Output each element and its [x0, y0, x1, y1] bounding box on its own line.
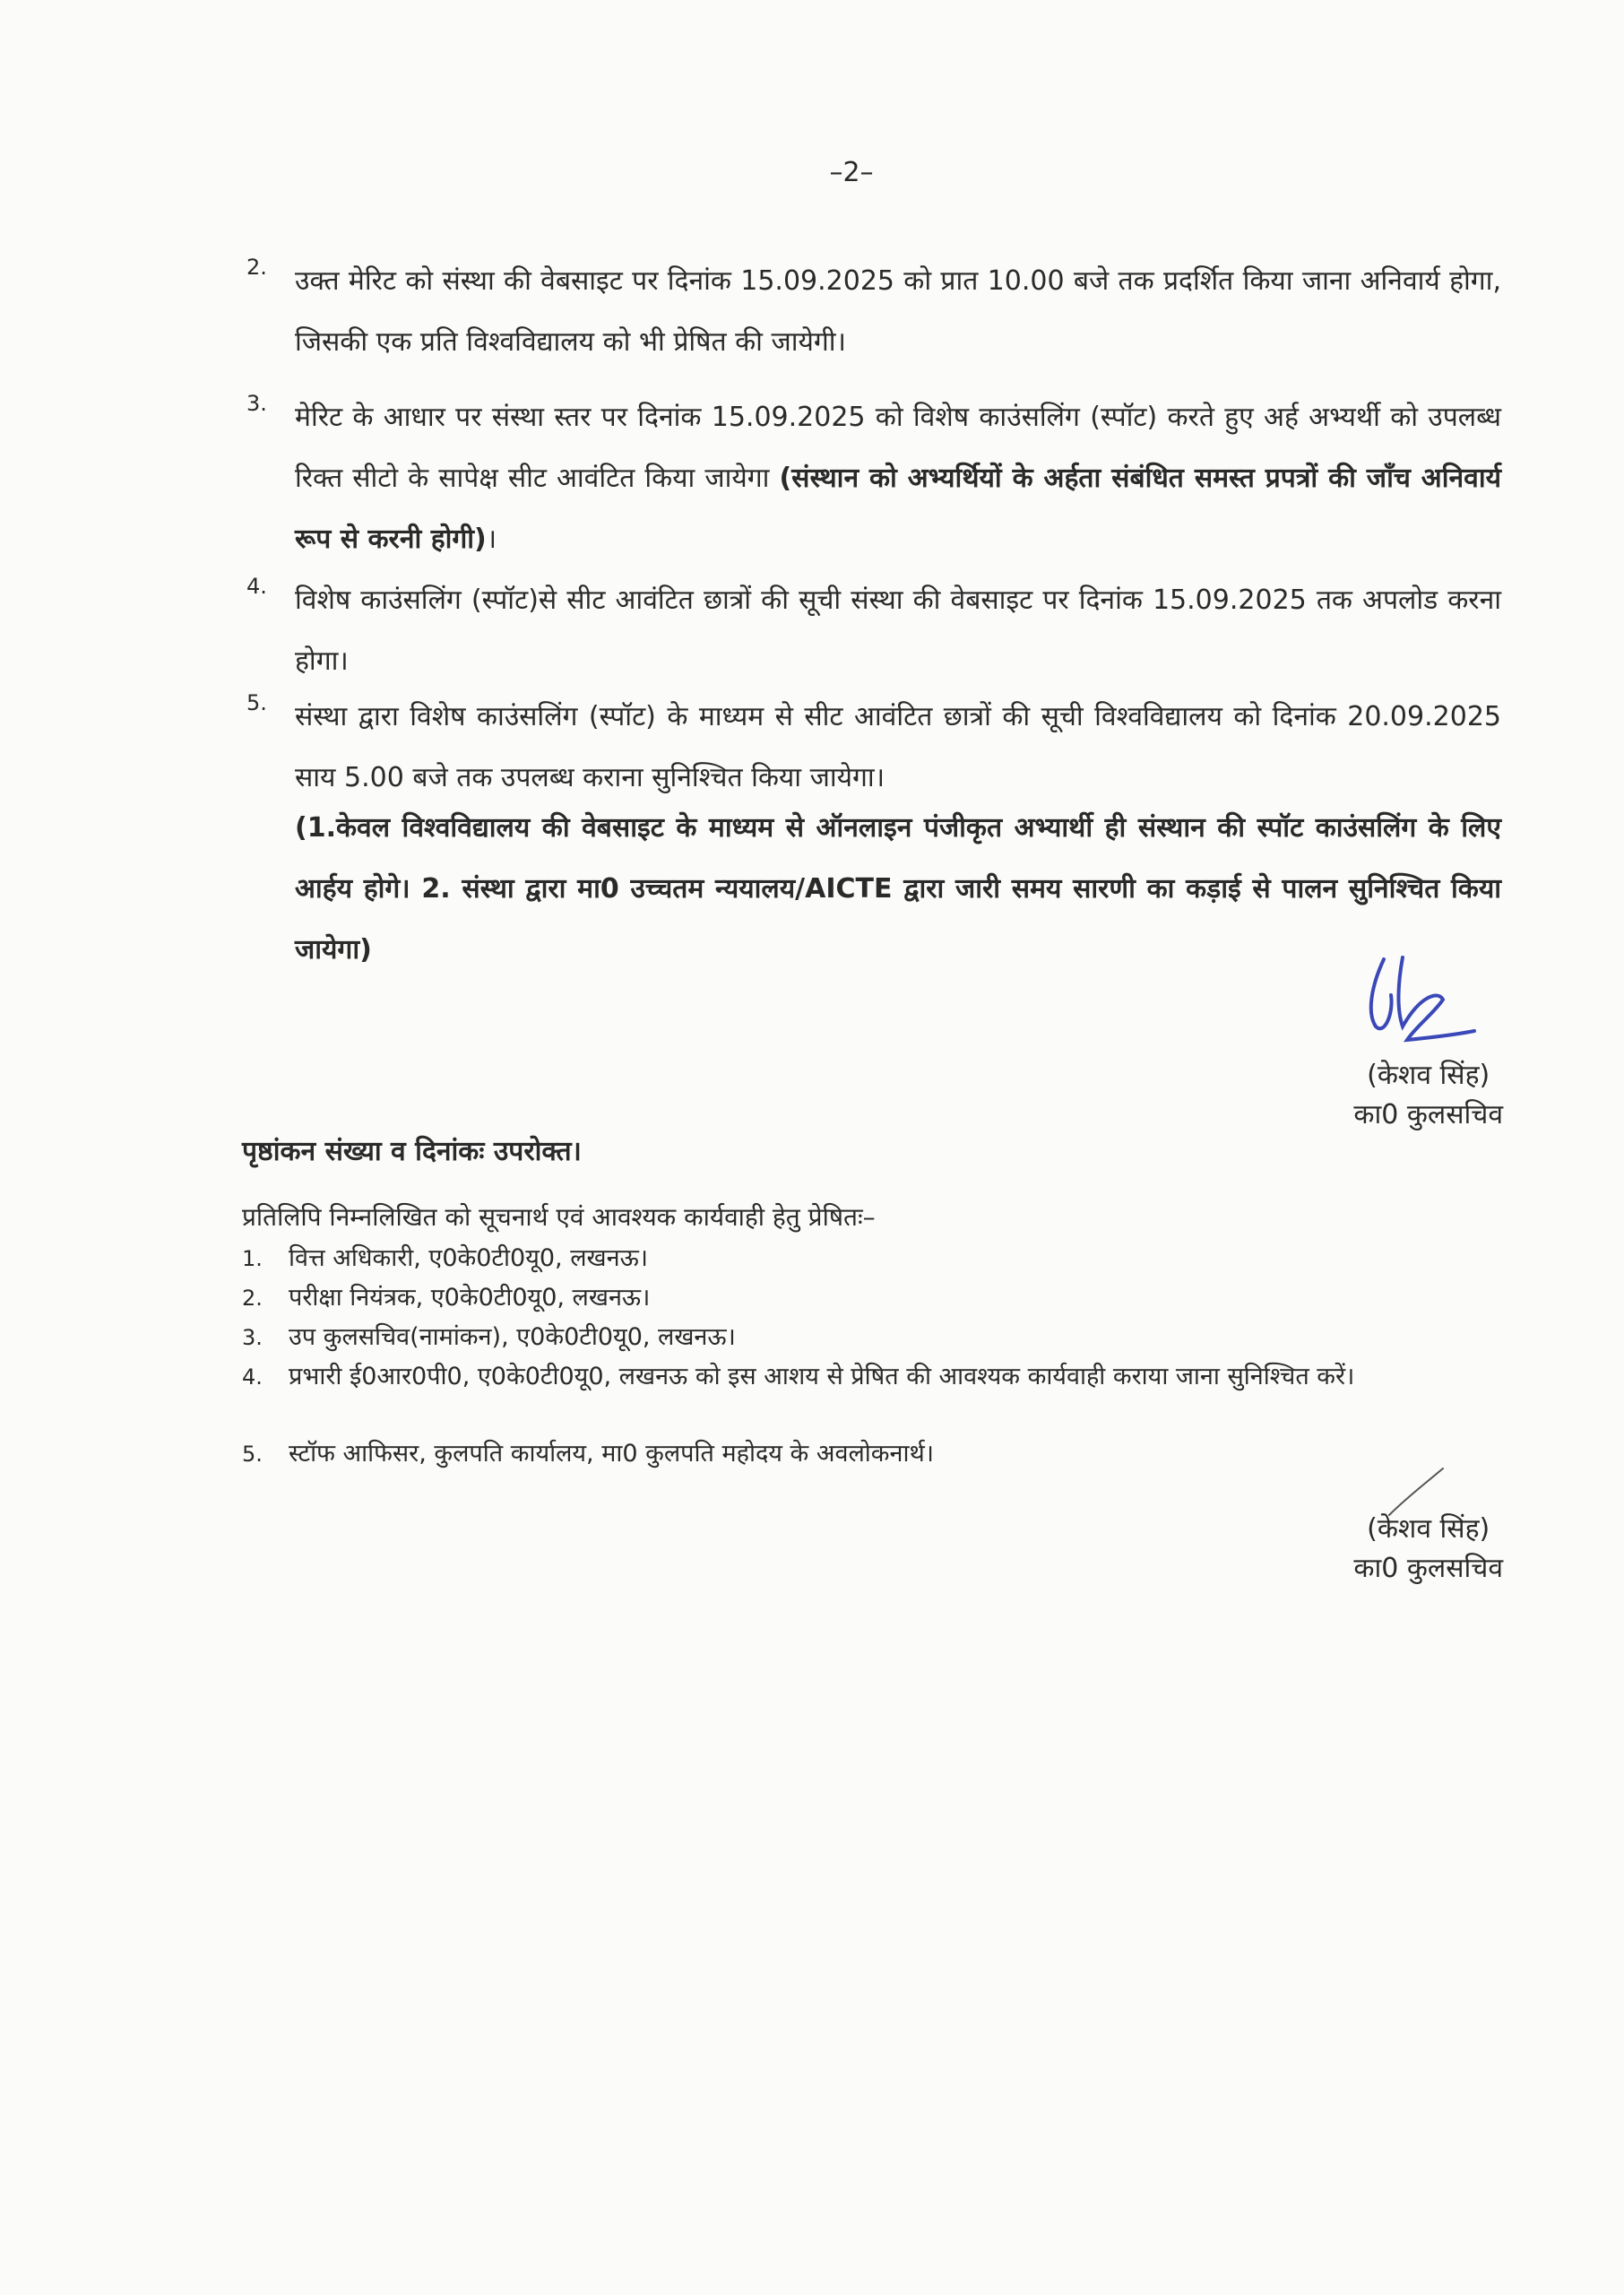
- bold-instruction: (संस्थान को अभ्यर्थियों के अर्हता संबंधित समस्त प्रपत्रों की जाँच अनिवार्य रूप से करनी होगी): [295, 463, 1501, 555]
- signature-image: [1353, 941, 1488, 1058]
- copy-item: 4. प्रभारी ई0आर0पी0, ए0के0टी0यू0, लखनऊ को इस आशय से प्रेषित की आवश्यक कार्यवाही कराया जाना सुनिश्चित करें।: [242, 1363, 1355, 1390]
- item-text: विशेष काउंसलिंग (स्पॉट)से सीट आवंटित छात्रों की सूची संस्था की वेबसाइट पर दिनांक 15.09.2025 तक अपलोड करना होगा।: [295, 585, 1501, 677]
- item-text: मेरिट के आधार पर संस्था स्तर पर दिनांक 15.09.2025 को विशेष काउंसलिंग (स्पॉट) करते हुए अर्ह अभ्यर्थी को उपलब्ध रिक्त सीटो के सापेक्ष सीट आवंटित किया जायेगा (संस्थान को अभ्यर्थियों के अर्हता संबंधित समस्त प्रपत्रों की जाँच अनिवार्य रूप से करनी होगी)।: [295, 402, 1501, 555]
- page-number: –2–: [829, 157, 874, 188]
- bold-note: (1.केवल विश्वविद्यालय की वेबसाइट के माध्यम से ऑनलाइन पंजीकृत अभ्यार्थी ही संस्थान की स्पॉट काउंसलिंग के लिए आर्हय होगे। 2. संस्था द्वारा मा0 उच्चतम न्ययालय/AICTE द्वारा जारी समय सारणी का कड़ाई से पालन सुनिश्चित किया जायेगा): [295, 812, 1501, 966]
- item-text: संस्था द्वारा विशेष काउंसलिंग (स्पॉट) के माध्यम से सीट आवंटित छात्रों की सूची विश्वविद्यालय को दिनांक 20.09.2025 साय 5.00 बजे तक उपलब्ध कराना सुनिश्चित किया जायेगा।: [295, 701, 1501, 793]
- signatory-name: (केशव सिंह): [1367, 1513, 1490, 1545]
- copy-header: प्रतिलिपि निम्नलिखित को सूचनार्थ एवं आवश्यक कार्यवाही हेतु प्रेषितः–: [242, 1202, 876, 1232]
- signature-block: [1353, 1510, 1503, 1589]
- item-number: 3.: [246, 391, 267, 416]
- signatory-name: (केशव सिंह): [1367, 1060, 1490, 1091]
- copy-item: 3. उप कुलसचिव(नामांकन), ए0के0टी0यू0, लखनऊ।: [242, 1323, 736, 1351]
- copy-item: 5. स्टॉफ आफिसर, कुलपति कार्यालय, मा0 कुलपति महोदय के अवलोकनार्थ।: [242, 1440, 934, 1468]
- item-number: 2.: [246, 255, 267, 280]
- list-item: [246, 387, 1501, 570]
- list-item: [246, 251, 1501, 373]
- item-text: उक्त मेरिट को संस्था की वेबसाइट पर दिनांक 15.09.2025 को प्रात 10.00 बजे तक प्रदर्शित किया जाना अनिवार्य होगा, जिसकी एक प्रति विश्वविद्यालय को भी प्रेषित की जायेगी।: [295, 265, 1501, 358]
- endorsement-line: पृष्ठांकन संख्या व दिनांकः उपरोक्त।: [242, 1136, 582, 1167]
- signature-block: [1353, 1056, 1503, 1135]
- signatory-designation: का0 कुलसचिव: [1353, 1553, 1503, 1584]
- item-number: 5.: [246, 690, 267, 715]
- copy-item: 1. वित्त अधिकारी, ए0के0टी0यू0, लखनऊ।: [242, 1244, 649, 1272]
- list-item: [246, 687, 1501, 809]
- list-item: [246, 570, 1501, 692]
- copy-item: 2. परीक्षा नियंत्रक, ए0के0टी0यू0, लखनऊ।: [242, 1284, 651, 1312]
- signatory-designation: का0 कुलसचिव: [1353, 1099, 1503, 1130]
- item-number: 4.: [246, 574, 267, 599]
